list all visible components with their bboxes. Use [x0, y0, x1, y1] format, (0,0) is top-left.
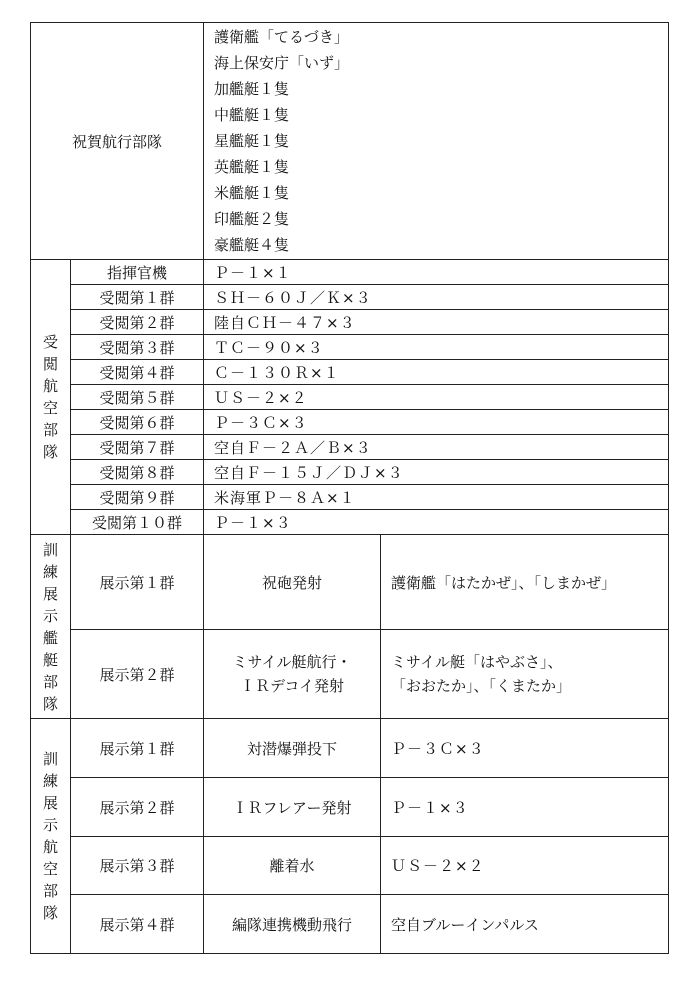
- air-demo-units: ＵＳ－２×２: [381, 837, 669, 895]
- air-demo-row: [31, 719, 669, 778]
- air-demo-row: [31, 895, 669, 954]
- air-review-aircraft: 米海軍Ｐ－８Ａ×１: [204, 485, 669, 510]
- air-review-group: 受閲第３群: [71, 335, 204, 360]
- air-demo-group: 展示第３群: [71, 837, 204, 895]
- celebration-ship: 豪艦艇４隻: [214, 236, 290, 254]
- air-review-row: [31, 335, 669, 360]
- air-review-row: [31, 510, 669, 535]
- air-demo-event: 編隊連携機動飛行: [204, 895, 381, 954]
- air-review-group: 受閲第１群: [71, 285, 204, 310]
- air-review-row: [31, 360, 669, 385]
- air-review-aircraft: Ｐ－１×１: [204, 260, 669, 285]
- air-review-aircraft: Ｐ－３Ｃ×３: [204, 410, 669, 435]
- ship-demo-event: 祝砲発射: [204, 535, 381, 630]
- air-demo-units: Ｐ－３Ｃ×３: [381, 719, 669, 778]
- ship-demo-label: 訓 練 展 示 艦 艇 部 隊: [31, 535, 71, 719]
- fleet-review-table: [30, 22, 669, 954]
- air-demo-group: 展示第１群: [71, 719, 204, 778]
- celebration-row: [31, 23, 669, 260]
- air-demo-units: 空自ブルーインパルス: [381, 895, 669, 954]
- air-review-group: 受閲第９群: [71, 485, 204, 510]
- air-review-row: [31, 485, 669, 510]
- air-review-aircraft: ＵＳ－２×２: [204, 385, 669, 410]
- ship-demo-event: ミサイル艇航行・ ＩＲデコイ発射: [204, 630, 381, 719]
- air-review-aircraft: Ｐ－１×３: [204, 510, 669, 535]
- air-review-group: 指揮官機: [71, 260, 204, 285]
- celebration-ship-list: [204, 23, 669, 260]
- air-review-aircraft: ＴＣ－９０×３: [204, 335, 669, 360]
- air-demo-event: 離着水: [204, 837, 381, 895]
- celebration-ship: 加艦艇１隻: [214, 80, 290, 98]
- air-review-aircraft: 陸自ＣＨ－４７×３: [204, 310, 669, 335]
- ship-demo-row: [31, 535, 669, 630]
- air-demo-label: 訓 練 展 示 航 空 部 隊: [31, 719, 71, 954]
- celebration-ship: 海上保安庁「いず」: [214, 54, 350, 72]
- air-review-group: 受閲第２群: [71, 310, 204, 335]
- celebration-ship: 英艦艇１隻: [214, 158, 290, 176]
- air-review-aircraft: 空自Ｆ－１５Ｊ／ＤＪ×３: [204, 460, 669, 485]
- air-review-row: [31, 285, 669, 310]
- air-review-group: 受閲第５群: [71, 385, 204, 410]
- air-review-row: [31, 310, 669, 335]
- celebration-ship: 護衛艦「てるづき」: [214, 28, 349, 46]
- air-review-group: 受閲第６群: [71, 410, 204, 435]
- ship-demo-group: 展示第１群: [71, 535, 204, 630]
- ship-demo-row: [31, 630, 669, 719]
- air-review-aircraft: ＳＨ－６０Ｊ／Ｋ×３: [204, 285, 669, 310]
- air-review-row: [31, 385, 669, 410]
- ship-demo-units: ミサイル艇「はやぶさ」、 「おおたか」、「くまたか」: [381, 630, 669, 719]
- celebration-ship: 印艦艇２隻: [214, 210, 290, 228]
- celebration-ship: 星艦艇１隻: [214, 132, 290, 150]
- celebration-ship: 米艦艇１隻: [214, 184, 290, 202]
- air-review-row: [31, 435, 669, 460]
- air-review-row: [31, 410, 669, 435]
- air-review-label: 受 閲 航 空 部 隊: [31, 260, 71, 535]
- ship-demo-group: 展示第２群: [71, 630, 204, 719]
- air-review-aircraft: Ｃ－１３０Ｒ×１: [204, 360, 669, 385]
- air-review-group: 受閲第１０群: [71, 510, 204, 535]
- air-demo-row: [31, 778, 669, 837]
- ship-demo-units: 護衛艦「はたかぜ」、「しまかぜ」: [381, 535, 669, 630]
- air-demo-group: 展示第２群: [71, 778, 204, 837]
- air-demo-event: 対潜爆弾投下: [204, 719, 381, 778]
- air-review-group: 受閲第８群: [71, 460, 204, 485]
- celebration-label: 祝賀航行部隊: [31, 23, 204, 260]
- celebration-ship: 中艦艇１隻: [214, 106, 290, 124]
- air-review-aircraft: 空自Ｆ－２Ａ／Ｂ×３: [204, 435, 669, 460]
- air-review-group: 受閲第４群: [71, 360, 204, 385]
- air-review-row: [31, 460, 669, 485]
- air-review-row: [31, 260, 669, 285]
- air-demo-units: Ｐ－１×３: [381, 778, 669, 837]
- air-demo-row: [31, 837, 669, 895]
- air-demo-group: 展示第４群: [71, 895, 204, 954]
- air-review-group: 受閲第７群: [71, 435, 204, 460]
- air-demo-event: ＩＲフレアー発射: [204, 778, 381, 837]
